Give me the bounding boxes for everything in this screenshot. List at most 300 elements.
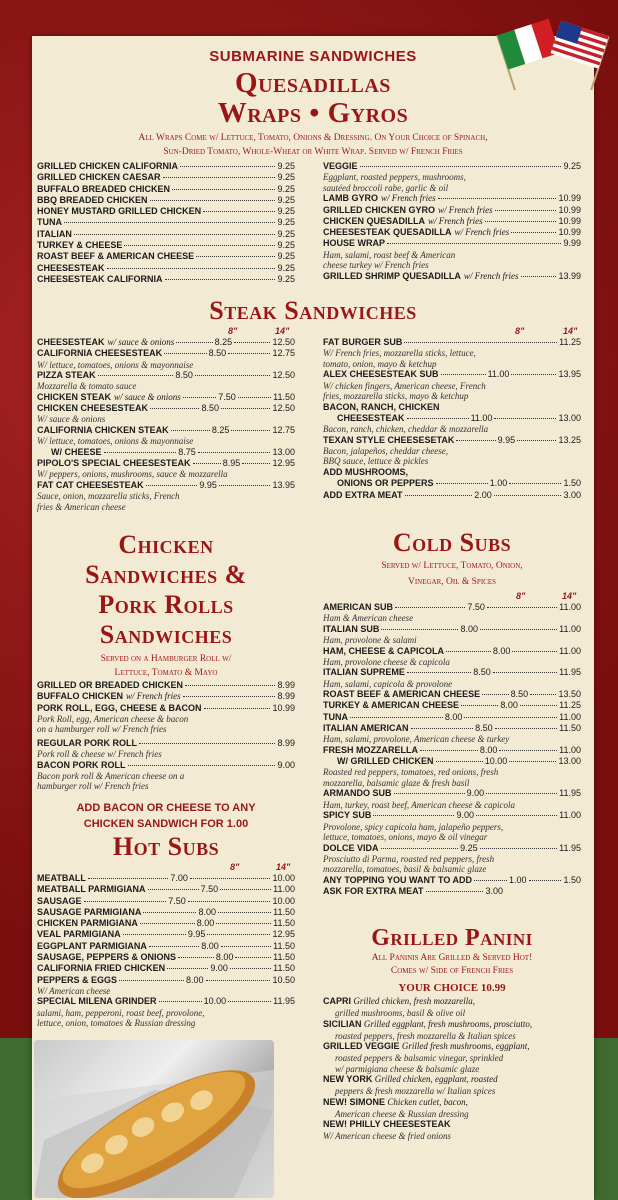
list-item <box>37 873 295 884</box>
item-name: SPICY SUB <box>323 810 372 821</box>
item-desc: Ham, salami, provolone, American cheese & turkey <box>323 734 510 745</box>
list-item <box>37 896 295 907</box>
list-item <box>37 996 295 1007</box>
item-desc: Prosciutto di Parma, roasted red peppers, fresh <box>323 853 495 864</box>
size-8-label: 8" <box>230 862 240 872</box>
item-name: PEPPERS & EGGS <box>37 974 118 985</box>
list-item <box>323 238 581 249</box>
item-price: 8.99 <box>277 737 295 748</box>
list-item <box>37 929 295 940</box>
item-desc: hamburger roll w/ French fries <box>37 781 149 792</box>
price-8: 8.95 <box>222 458 241 469</box>
price-8: 9.95 <box>187 929 206 940</box>
item-modifier: w/ French fries <box>438 204 493 215</box>
item-desc: W/ lettuce, tomatoes, onions & mayonnaise <box>37 436 194 447</box>
item-price: 9.25 <box>277 273 295 284</box>
chicken-title-2: Sandwiches & <box>85 560 247 589</box>
item-desc: mozzarella, tomatoes, basil & balsamic glaze <box>323 864 487 875</box>
item-desc: W/ chicken fingers, American cheese, French <box>323 380 486 391</box>
price-14: 11.95 <box>273 996 295 1007</box>
list-item <box>323 723 581 734</box>
item-desc: Provolone, spicy capicola ham, jalapeño peppers, <box>323 821 504 832</box>
list-item <box>323 1019 583 1031</box>
price-8: 9.00 <box>456 810 475 821</box>
list-item <box>323 810 581 821</box>
item-name: BUFFALO CHICKEN <box>37 691 123 702</box>
item-price: 13.99 <box>558 270 581 281</box>
item-name: MEATBALL <box>37 873 86 883</box>
item-name: CHEESESTEAK <box>37 262 105 273</box>
list-item <box>37 206 295 217</box>
item-name: EGGPLANT PARMIGIANA <box>37 940 147 951</box>
item-name: SAUSAGE PARMIGIANA <box>37 906 142 917</box>
item-modifier: w/ French fries <box>454 227 510 238</box>
size-8-label: 8" <box>515 326 525 336</box>
price-14: 11.50 <box>273 906 296 917</box>
price-8: 8.00 <box>460 623 479 634</box>
item-desc: American cheese & Russian dressing <box>335 1108 469 1119</box>
list-item <box>323 624 581 635</box>
item-name: BBQ BREADED CHICKEN <box>37 194 148 205</box>
item-desc: W/ American cheese & fried onions <box>323 1131 452 1141</box>
item-desc: Ham, turkey, roast beef, American cheese & capicola <box>323 799 515 810</box>
price-14: 12.50 <box>272 370 296 381</box>
list-item <box>323 875 581 886</box>
item-modifier: w/ French fries <box>428 215 483 226</box>
price-14: 12.50 <box>272 337 296 347</box>
price-14: 11.50 <box>559 723 582 734</box>
item-name: MEATBALL PARMIGIANA <box>37 884 146 895</box>
sandwich-photo <box>34 1040 274 1198</box>
item-price: 9.25 <box>277 240 295 251</box>
list-item <box>37 337 295 348</box>
list-item <box>37 952 295 963</box>
item-name: CHEESESTEAK CALIFORNIA <box>37 273 163 284</box>
item-desc: sautéed broccoli rabe, garlic & oil <box>323 182 449 193</box>
list-item <box>37 184 295 195</box>
item-desc: Sauce, onion, mozzarella sticks, French <box>37 491 180 502</box>
item-price: 9.25 <box>277 262 295 273</box>
panini-choice-price: YOUR CHOICE 10.99 <box>398 982 506 994</box>
price-14: 11.00 <box>559 623 582 634</box>
list-item <box>37 251 295 262</box>
item-name: PIZZA STEAK <box>37 370 96 381</box>
item-desc: Mozzarella & tomato sauce <box>37 381 137 392</box>
item-price: 10.99 <box>558 215 581 226</box>
price-8: 7.50 <box>168 895 186 906</box>
price-14: 1.50 <box>563 478 581 489</box>
item-desc: W/ American cheese <box>37 985 111 996</box>
price-14: 11.50 <box>273 952 296 963</box>
item-desc: BBQ sauce, lettuce & pickles <box>323 456 429 467</box>
price-14: 3.00 <box>563 489 581 500</box>
item-name: HONEY MUSTARD GRILLED CHICKEN <box>37 206 202 217</box>
price-14: 11.00 <box>559 744 582 755</box>
item-desc: Roasted red peppers, tomatoes, red onions, fresh <box>323 767 499 778</box>
price-8: 11.00 <box>470 412 493 423</box>
price-14: 11.50 <box>273 963 295 974</box>
chicken-title-3: Pork Rolls <box>98 590 234 619</box>
item-name: VEAL PARMIGIANA <box>37 929 121 940</box>
size-14-label: 14" <box>275 326 290 336</box>
price-8: 3.00 <box>485 886 503 897</box>
wraps-right-list <box>323 161 581 282</box>
item-desc: roasted peppers & balsamic vinegar, sprinkled <box>335 1053 504 1063</box>
list-item <box>37 738 295 749</box>
list-item <box>323 788 581 799</box>
list-item <box>37 458 295 469</box>
list-item <box>37 884 295 895</box>
item-price: 9.00 <box>277 759 295 770</box>
item-desc: fries & American cheese <box>37 501 126 512</box>
item-desc: Ham, provolone cheese & capicola <box>323 656 450 667</box>
price-8: 8.75 <box>178 446 196 457</box>
hot-subs-list <box>37 873 295 1029</box>
item-desc: fries, mozzarella sticks, mayo & ketchup <box>323 391 469 402</box>
price-8: 8.50 <box>208 348 227 359</box>
price-14: 13.00 <box>558 756 581 767</box>
item-desc: Ham, provolone & salami <box>323 635 417 646</box>
price-8: 9.00 <box>210 963 228 974</box>
price-8: 1.00 <box>489 478 508 489</box>
price-14: 10.00 <box>272 873 296 883</box>
item-desc: cheese turkey w/ French fries <box>323 260 429 271</box>
list-item <box>323 886 503 897</box>
item-name: ROAST BEEF & AMERICAN CHEESE <box>37 251 195 262</box>
item-desc: Bacon pork roll & American cheese on a <box>37 770 185 781</box>
item-name: FAT CAT CHEESESTEAK <box>37 479 144 490</box>
item-desc: salami, ham, pepperoni, roast beef, provolone, <box>37 1007 205 1018</box>
item-price: 9.25 <box>277 217 295 228</box>
title-line1: Quesadillas <box>235 67 391 99</box>
item-name: CHICKEN CHEESESTEAK <box>37 403 149 414</box>
price-8: 7.50 <box>467 602 485 612</box>
price-14: 12.95 <box>272 458 296 469</box>
item-desc: W/ sauce & onions <box>37 414 106 425</box>
item-name: TURKEY & AMERICAN CHEESE <box>323 700 460 711</box>
item-name: CHICKEN QUESADILLA <box>323 215 426 226</box>
size-8-label: 8" <box>228 326 238 336</box>
list-item <box>37 760 295 771</box>
item-name: CHICKEN STEAK <box>37 391 112 402</box>
price-8: 10.00 <box>484 756 508 767</box>
add-bacon-note-2: CHICKEN SANDWICH FOR 1.00 <box>83 818 249 830</box>
steak-right-list <box>323 337 581 501</box>
item-desc: Ham, salami, roast beef & American <box>323 249 456 260</box>
list-item <box>37 480 295 491</box>
cold-subs-list <box>323 602 581 897</box>
size-14-label: 14" <box>276 862 291 872</box>
item-desc: Grilled fresh mushrooms, eggplant, <box>401 1041 530 1051</box>
item-price: 8.99 <box>277 691 295 702</box>
item-name: ROAST BEEF & AMERICAN CHEESE <box>323 689 481 700</box>
list-item <box>323 843 581 854</box>
item-name: W/ GRILLED CHICKEN <box>337 756 434 767</box>
list-item <box>37 918 295 929</box>
item-desc: Bacon, jalapeños, cheddar cheese, <box>323 445 448 456</box>
price-8: 8.50 <box>510 689 529 700</box>
price-8: 7.50 <box>200 884 219 895</box>
title-line2: Wraps • Gyros <box>217 97 409 129</box>
item-name: GRILLED VEGGIE <box>323 1041 400 1051</box>
item-modifier: w/ French fries <box>126 691 181 702</box>
item-price: 8.99 <box>277 680 295 690</box>
list-item <box>37 172 295 183</box>
item-name: BACON PORK ROLL <box>37 759 126 770</box>
panini-list <box>323 996 583 1142</box>
list-item <box>37 425 295 436</box>
item-price: 9.25 <box>277 183 295 194</box>
price-8: 2.00 <box>474 489 492 500</box>
price-8: 8.25 <box>214 337 233 347</box>
item-name: ONIONS OR PEPPERS <box>337 478 434 489</box>
price-14: 13.50 <box>558 689 581 700</box>
item-name: ADD EXTRA MEAT <box>323 489 403 500</box>
wraps-note-2: Sun-Dried Tomato, Whole-Wheat or White Wrap. Served w/ French Fries <box>163 147 463 157</box>
cold-note-2: Vinegar, Oil & Spices <box>407 577 496 587</box>
list-item <box>323 413 581 424</box>
list-item <box>323 646 581 657</box>
chicken-title-1: Chicken <box>118 530 214 559</box>
item-name: NEW! SIMONE <box>323 1096 385 1107</box>
price-14: 11.25 <box>559 700 581 711</box>
item-price: 10.99 <box>272 702 295 713</box>
list-item <box>323 478 581 489</box>
item-name: GRILLED CHICKEN CAESAR <box>37 172 161 183</box>
item-name: AMERICAN SUB <box>323 602 394 612</box>
item-name: CHEESESTEAK <box>37 337 105 347</box>
panini-title: Grilled Panini <box>371 925 533 951</box>
list-item <box>323 193 581 204</box>
price-8: 9.95 <box>199 479 217 490</box>
item-name: DOLCE VIDA <box>323 842 379 853</box>
price-14: 13.95 <box>558 369 582 380</box>
price-8: 8.00 <box>492 645 511 656</box>
item-name: CAPRI <box>323 996 352 1006</box>
item-name: ITALIAN SUPREME <box>323 667 405 678</box>
panini-note-2: Comes w/ Side of French Fries <box>390 966 514 976</box>
list-item <box>323 1119 583 1131</box>
price-8: 8.00 <box>198 906 217 917</box>
list-item <box>37 975 295 986</box>
price-8: 8.00 <box>201 940 219 951</box>
item-name: BUFFALO BREADED CHICKEN <box>37 183 171 194</box>
price-14: 11.25 <box>559 337 581 347</box>
price-14: 10.00 <box>272 895 296 906</box>
list-item <box>37 240 295 251</box>
item-name: FAT BURGER SUB <box>323 337 403 347</box>
price-8: 7.00 <box>170 873 188 883</box>
item-price: 9.25 <box>277 251 295 262</box>
item-desc: W/ French fries, mozzarella sticks, lettuce, <box>323 348 476 359</box>
price-14: 12.50 <box>272 403 296 414</box>
item-name: GRILLED CHICKEN GYRO <box>323 204 436 215</box>
item-desc: lettuce, tomatoes, onions, mayo & oil vinegar <box>323 832 488 843</box>
list-item <box>323 205 581 216</box>
list-item <box>323 996 583 1008</box>
price-8: 10.00 <box>203 996 227 1007</box>
cold-subs-title: Cold Subs <box>392 528 512 557</box>
price-14: 11.00 <box>559 810 581 821</box>
item-desc: lettuce, onion, tomatoes & Russian dressing <box>37 1018 196 1029</box>
item-name: ARMANDO SUB <box>323 788 392 799</box>
cold-note-1: Served w/ Lettuce, Tomato, Onion, <box>381 561 523 571</box>
item-desc: Grilled eggplant, fresh mushrooms, prosciutto, <box>363 1018 533 1029</box>
item-name: GRILLED SHRIMP QUESADILLA <box>323 270 461 281</box>
price-14: 12.75 <box>272 424 296 435</box>
list-item <box>37 691 295 702</box>
item-price: 10.99 <box>558 193 581 204</box>
price-8: 7.50 <box>218 391 236 402</box>
list-item <box>37 941 295 952</box>
price-14: 13.00 <box>558 412 581 423</box>
item-name: PIPOLO'S SPECIAL CHEESESTEAK <box>37 458 191 469</box>
list-item <box>323 1041 583 1053</box>
item-desc: Bacon, ranch, chicken, cheddar & mozzarella <box>323 424 489 435</box>
list-item <box>323 1097 583 1109</box>
chicken-title-4: Sandwiches <box>99 620 233 649</box>
item-name: CALIFORNIA FRIED CHICKEN <box>37 963 166 974</box>
item-desc: W/ peppers, onions, mushrooms, sauce & mozzarella <box>37 469 228 480</box>
add-bacon-note-1: ADD BACON OR CHEESE TO ANY <box>76 802 256 814</box>
size-14-label: 14" <box>563 326 578 336</box>
price-14: 13.25 <box>558 434 582 445</box>
chicken-note-1: Served on a Hamburger Roll w/ <box>100 654 232 664</box>
item-price: 9.25 <box>563 161 581 171</box>
item-name: NEW YORK <box>323 1074 373 1084</box>
price-8: 8.00 <box>196 918 215 929</box>
price-14: 11.00 <box>559 602 581 612</box>
wraps-note-1: All Wraps Come w/ Lettuce, Tomato, Onions & Dressing. On Your Choice of Spinach, <box>138 133 488 143</box>
item-desc: tomato, onion, mayo & ketchup <box>323 358 437 369</box>
price-14: 12.75 <box>272 348 295 359</box>
price-8: 8.50 <box>475 723 493 734</box>
item-name: W/ CHEESE <box>51 446 102 457</box>
list-item <box>323 712 581 723</box>
price-14: 10.50 <box>272 974 295 985</box>
item-name: SAUSAGE, PEPPERS & ONIONS <box>37 952 177 963</box>
price-8: 9.25 <box>460 842 478 853</box>
item-price: 9.25 <box>277 172 295 183</box>
list-item <box>323 227 581 238</box>
price-8: 8.50 <box>473 667 491 678</box>
item-name: TEXAN STYLE CHEESESETAK <box>323 434 455 445</box>
price-14: 11.50 <box>273 940 296 951</box>
item-modifier: w/ sauce & onions <box>107 337 175 347</box>
price-8: 9.95 <box>497 434 516 445</box>
list-item <box>323 337 581 348</box>
list-item <box>37 195 295 206</box>
hot-subs-title: Hot Subs <box>112 832 220 861</box>
list-item <box>37 392 295 403</box>
list-item <box>323 689 581 700</box>
price-8: 8.25 <box>211 424 230 435</box>
item-desc: Pork roll & cheese w/ French fries <box>37 749 162 760</box>
list-item <box>323 402 581 413</box>
item-name: ITALIAN AMERICAN <box>323 723 409 734</box>
item-desc: Grilled chicken, fresh mozzarella, <box>353 996 475 1006</box>
item-price: 9.25 <box>277 194 295 205</box>
chicken-note-2: Lettuce, Tomato & Mayo <box>114 668 218 678</box>
price-14: 13.95 <box>272 479 295 490</box>
price-8: 9.00 <box>466 788 485 799</box>
list-item <box>323 271 581 282</box>
price-8: 8.00 <box>215 952 234 963</box>
list-item <box>37 963 295 974</box>
price-8: 8.00 <box>500 700 518 711</box>
price-8: 8.50 <box>175 370 193 381</box>
price-14: 11.00 <box>559 645 581 656</box>
list-item <box>323 700 581 711</box>
item-desc: Eggplant, roasted peppers, mushrooms, <box>323 172 466 183</box>
item-desc: grilled mushrooms, basil & olive oil <box>335 1008 466 1018</box>
item-desc: Chicken cutlet, bacon, <box>387 1096 468 1107</box>
item-name: CHEESESTEAK <box>337 412 405 423</box>
list-item <box>323 602 581 613</box>
item-name: SICILIAN <box>323 1018 362 1029</box>
item-name: SPECIAL MILENA GRINDER <box>37 996 157 1007</box>
list-item <box>37 680 295 691</box>
item-desc: mozzarella, balsamic glaze & fresh basil <box>323 777 470 788</box>
price-8: 1.00 <box>508 874 527 885</box>
list-item <box>323 369 581 380</box>
list-item <box>323 490 581 501</box>
list-item <box>323 161 581 172</box>
item-name: CHICKEN PARMIGIANA <box>37 918 138 929</box>
item-name: CHEESESTEAK QUESADILLA <box>323 227 452 238</box>
item-name: HOUSE WRAP <box>323 238 386 249</box>
item-name: CALIFORNIA CHEESESTEAK <box>37 348 163 359</box>
item-name: GRILLED CHICKEN CALIFORNIA <box>37 161 178 171</box>
item-price: 9.25 <box>277 228 295 239</box>
item-name: GRILLED OR BREADED CHICKEN <box>37 680 184 690</box>
item-name: ALEX CHEESESTEAK SUB <box>323 369 439 380</box>
item-name: BACON, RANCH, CHICKEN <box>323 401 440 412</box>
item-desc: Ham, salami, capicola & provolone <box>323 678 453 689</box>
list-item <box>37 370 295 381</box>
top-title: SUBMARINE SANDWICHES <box>209 48 417 65</box>
chicken-list <box>37 680 295 792</box>
price-8: 11.00 <box>487 369 510 380</box>
wraps-left-list <box>37 161 295 285</box>
price-14: 13.00 <box>272 446 296 457</box>
size-14-label: 14" <box>562 591 577 601</box>
size-8-label: 8" <box>516 591 526 601</box>
item-name: PORK ROLL, EGG, CHEESE & BACON <box>37 702 202 713</box>
item-desc: peppers & fresh mozzarella w/ Italian spices <box>335 1086 496 1096</box>
sandwich-image <box>34 1040 274 1198</box>
price-14: 11.95 <box>559 667 582 678</box>
price-8: 8.50 <box>201 403 220 414</box>
item-desc: Grilled chicken, eggplant, roasted <box>374 1074 498 1084</box>
item-modifier: w/ sauce & onions <box>114 391 181 402</box>
steak-title: Steak Sandwiches <box>209 296 417 325</box>
steak-left-list <box>37 337 295 512</box>
price-14: 11.50 <box>273 391 295 402</box>
item-name: REGULAR PORK ROLL <box>37 737 137 748</box>
price-14: 11.50 <box>273 918 296 929</box>
list-item <box>323 745 581 756</box>
price-14: 11.95 <box>559 842 581 853</box>
item-desc: on a hamburger roll w/ French fries <box>37 724 167 735</box>
item-desc: w/ parmigiana cheese & balsamic glaze <box>335 1063 480 1074</box>
item-name: VEGGIE <box>323 161 358 171</box>
item-price: 9.99 <box>563 238 581 249</box>
item-modifier: w/ French fries <box>381 193 436 204</box>
list-item <box>37 229 295 240</box>
list-item <box>37 161 295 172</box>
item-desc: roasted peppers, fresh mozzarella & Italian spices <box>335 1030 516 1041</box>
